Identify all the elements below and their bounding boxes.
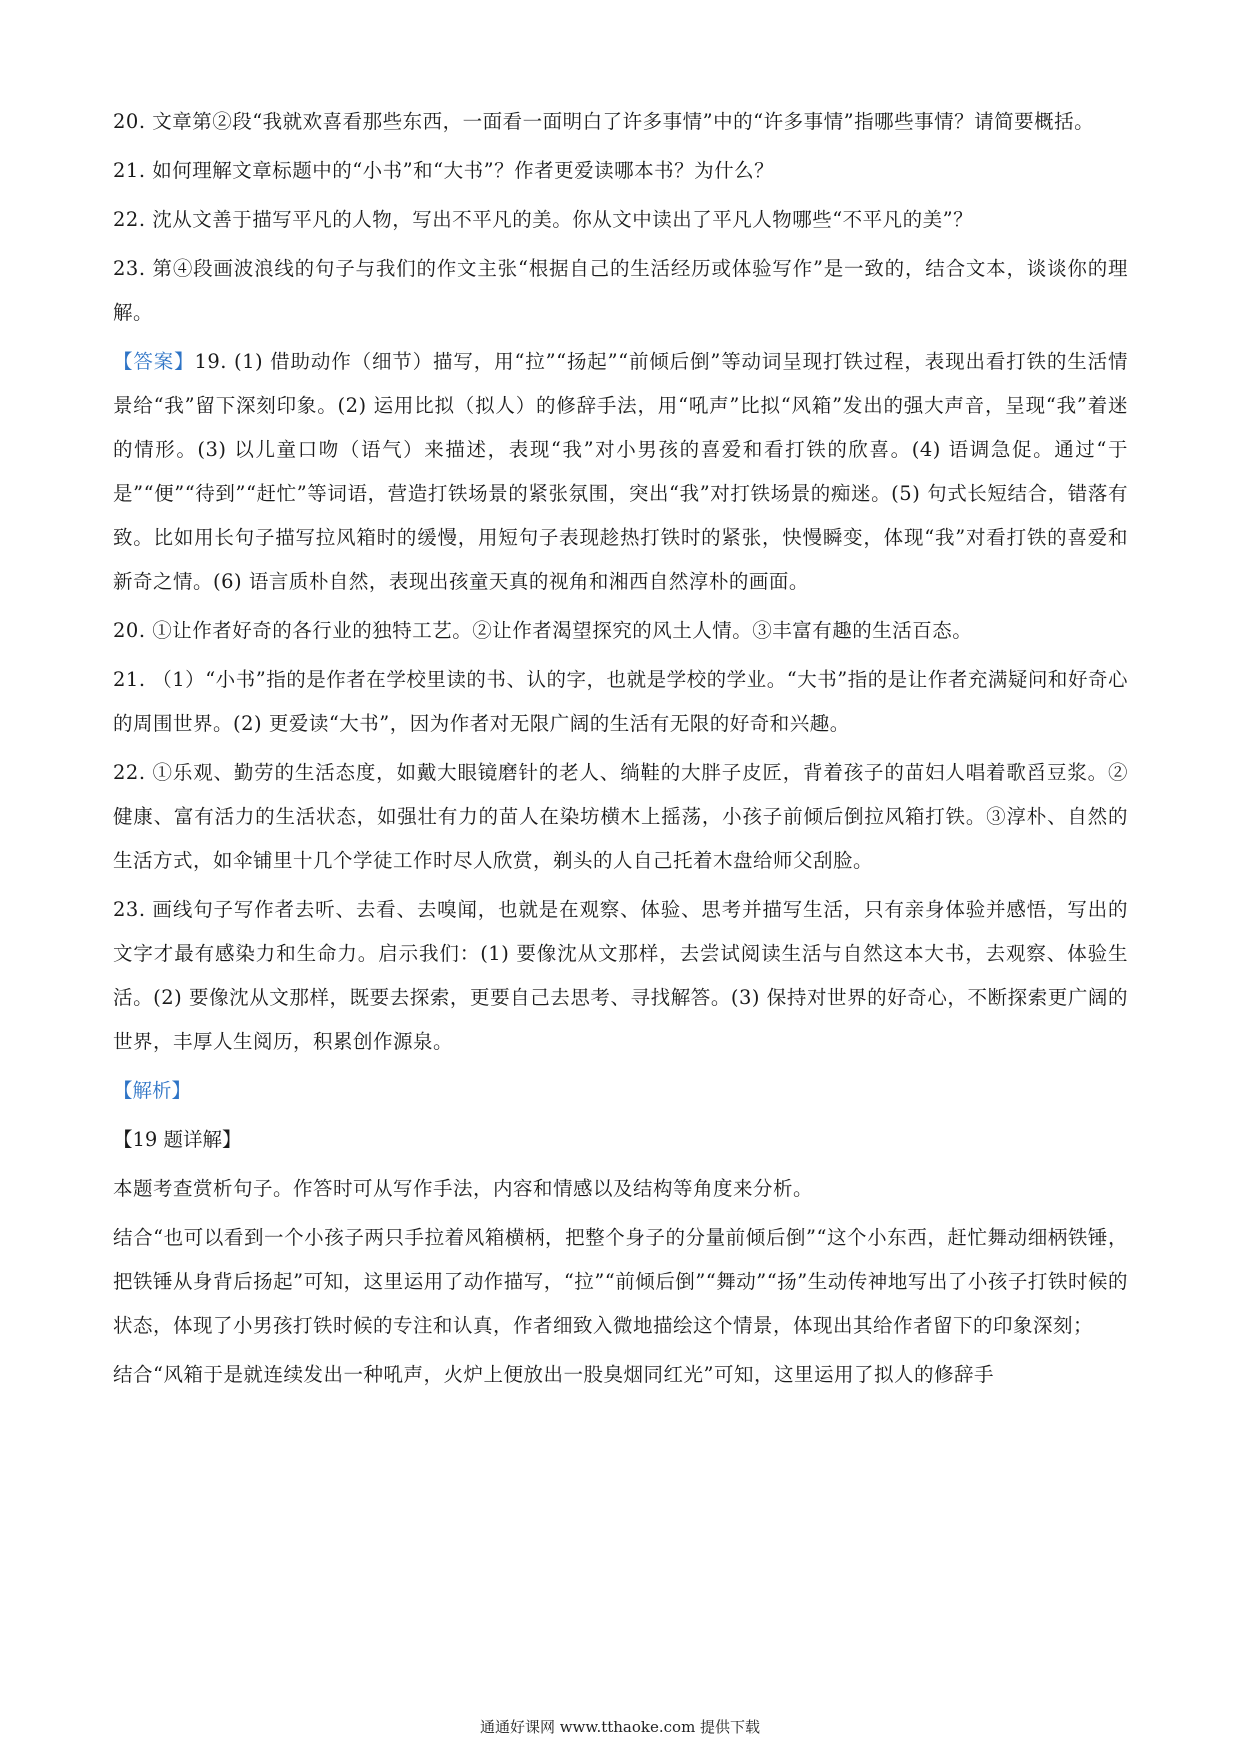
question-21: 21. 如何理解文章标题中的“小书”和“大书”？作者更爱读哪本书？为什么？: [113, 159, 775, 182]
analysis-tag: 【解析】: [113, 1079, 192, 1102]
answer-22: 22. ①乐观、勤劳的生活态度，如戴大眼镜磨针的老人、绱鞋的大胖子皮匠，背着孩子的苗妇人唱着歌舀豆浆。②健康、富有活力的生活状态，如强壮有力的苗人在染坊横木上摇荡，小孩子前倾后倒拉风箱打铁。③淳朴、自然的生活方式，如伞铺里十几个学徒工作时尽人欣赏，剃头的人自己托着木盘给师父刮脸。: [113, 761, 1128, 872]
question-20: 20. 文章第②段“我就欢喜看那些东西，一面看一面明白了许多事情”中的“许多事情”指哪些事情？请简要概括。: [113, 110, 1095, 133]
q19-detail-header: 【19 题详解】: [113, 1128, 242, 1151]
answer-20: 20. ①让作者好奇的各行业的独特工艺。②让作者渴望探究的风土人情。③丰富有趣的生活百态。: [113, 619, 973, 642]
answer-19-text: 19. (1) 借助动作（细节）描写，用“拉”“扬起”“前倾后倒”等动词呈现打铁过程，表现出看打铁的生活情景给“我”留下深刻印象。(2) 运用比拟（拟人）的修辞手法，用“吼声”比拟“风箱”发出的强大声音，呈现“我”着迷的情形。(3) 以儿童口吻（语气）来描述，表现“我”对小男孩的喜爱和看打铁的欣喜。(4) 语调急促。通过“于是”“便”“待到”“赶忙”等词语，营造打铁场景的紧张氛围，突出“我”对打铁场景的痴迷。(5) 句式长短结合，错落有致。比如用长句子描写拉风箱时的缓慢，用短句子表现趁热打铁时的紧张，快慢瞬变，体现“我”对看打铁的喜爱和新奇之情。(6) 语言质朴自然，表现出孩童天真的视角和湘西自然淳朴的画面。: [113, 350, 1128, 593]
analysis-paragraph-1: 本题考查赏析句子。作答时可从写作手法，内容和情感以及结构等角度来分析。: [113, 1177, 814, 1200]
question-23: 23. 第④段画波浪线的句子与我们的作文主张“根据自己的生活经历或体验写作”是一致的，结合文本，谈谈你的理解。: [113, 257, 1128, 324]
page-content: [113, 100, 1128, 1402]
answer-23: 23. 画线句子写作者去听、去看、去嗅闻，也就是在观察、体验、思考并描写生活，只有亲身体验并感悟，写出的文字才最有感染力和生命力。启示我们：(1) 要像沈从文那样，去尝试阅读生活与自然这本大书，去观察、体验生活。(2) 要像沈从文那样，既要去探索，更要自己去思考、寻找解答。(3) 保持对世界的好奇心，不断探索更广阔的世界，丰厚人生阅历，积累创作源泉。: [113, 898, 1128, 1053]
answer-19: [113, 340, 1128, 604]
analysis-paragraph-3: 结合“风箱于是就连续发出一种吼声，火炉上便放出一股臭烟同红光”可知，这里运用了拟人的修辞手: [113, 1363, 994, 1386]
answer-tag: 【答案】: [113, 350, 195, 373]
page-footer: 通通好课网 www.tthaoke.com 提供下载: [479, 1718, 761, 1736]
analysis-paragraph-2: 结合“也可以看到一个小孩子两只手拉着风箱横柄，把整个身子的分量前倾后倒”“这个小东西，赶忙舞动细柄铁锤，把铁锤从身背后扬起”可知，这里运用了动作描写，“拉”“前倾后倒”“舞动”“扬”生动传神地写出了小孩子打铁时候的状态，体现了小男孩打铁时候的专注和认真，作者细致入微地描绘这个情景，体现出其给作者留下的印象深刻；: [113, 1226, 1128, 1337]
answer-21: 21. （1）“小书”指的是作者在学校里读的书、认的字，也就是学校的学业。“大书”指的是让作者充满疑问和好奇心的周围世界。(2) 更爱读“大书”，因为作者对无限广阔的生活有无限的好奇和兴趣。: [113, 668, 1128, 735]
question-22: 22. 沈从文善于描写平凡的人物，写出不平凡的美。你从文中读出了平凡人物哪些“不平凡的美”？: [113, 208, 974, 231]
